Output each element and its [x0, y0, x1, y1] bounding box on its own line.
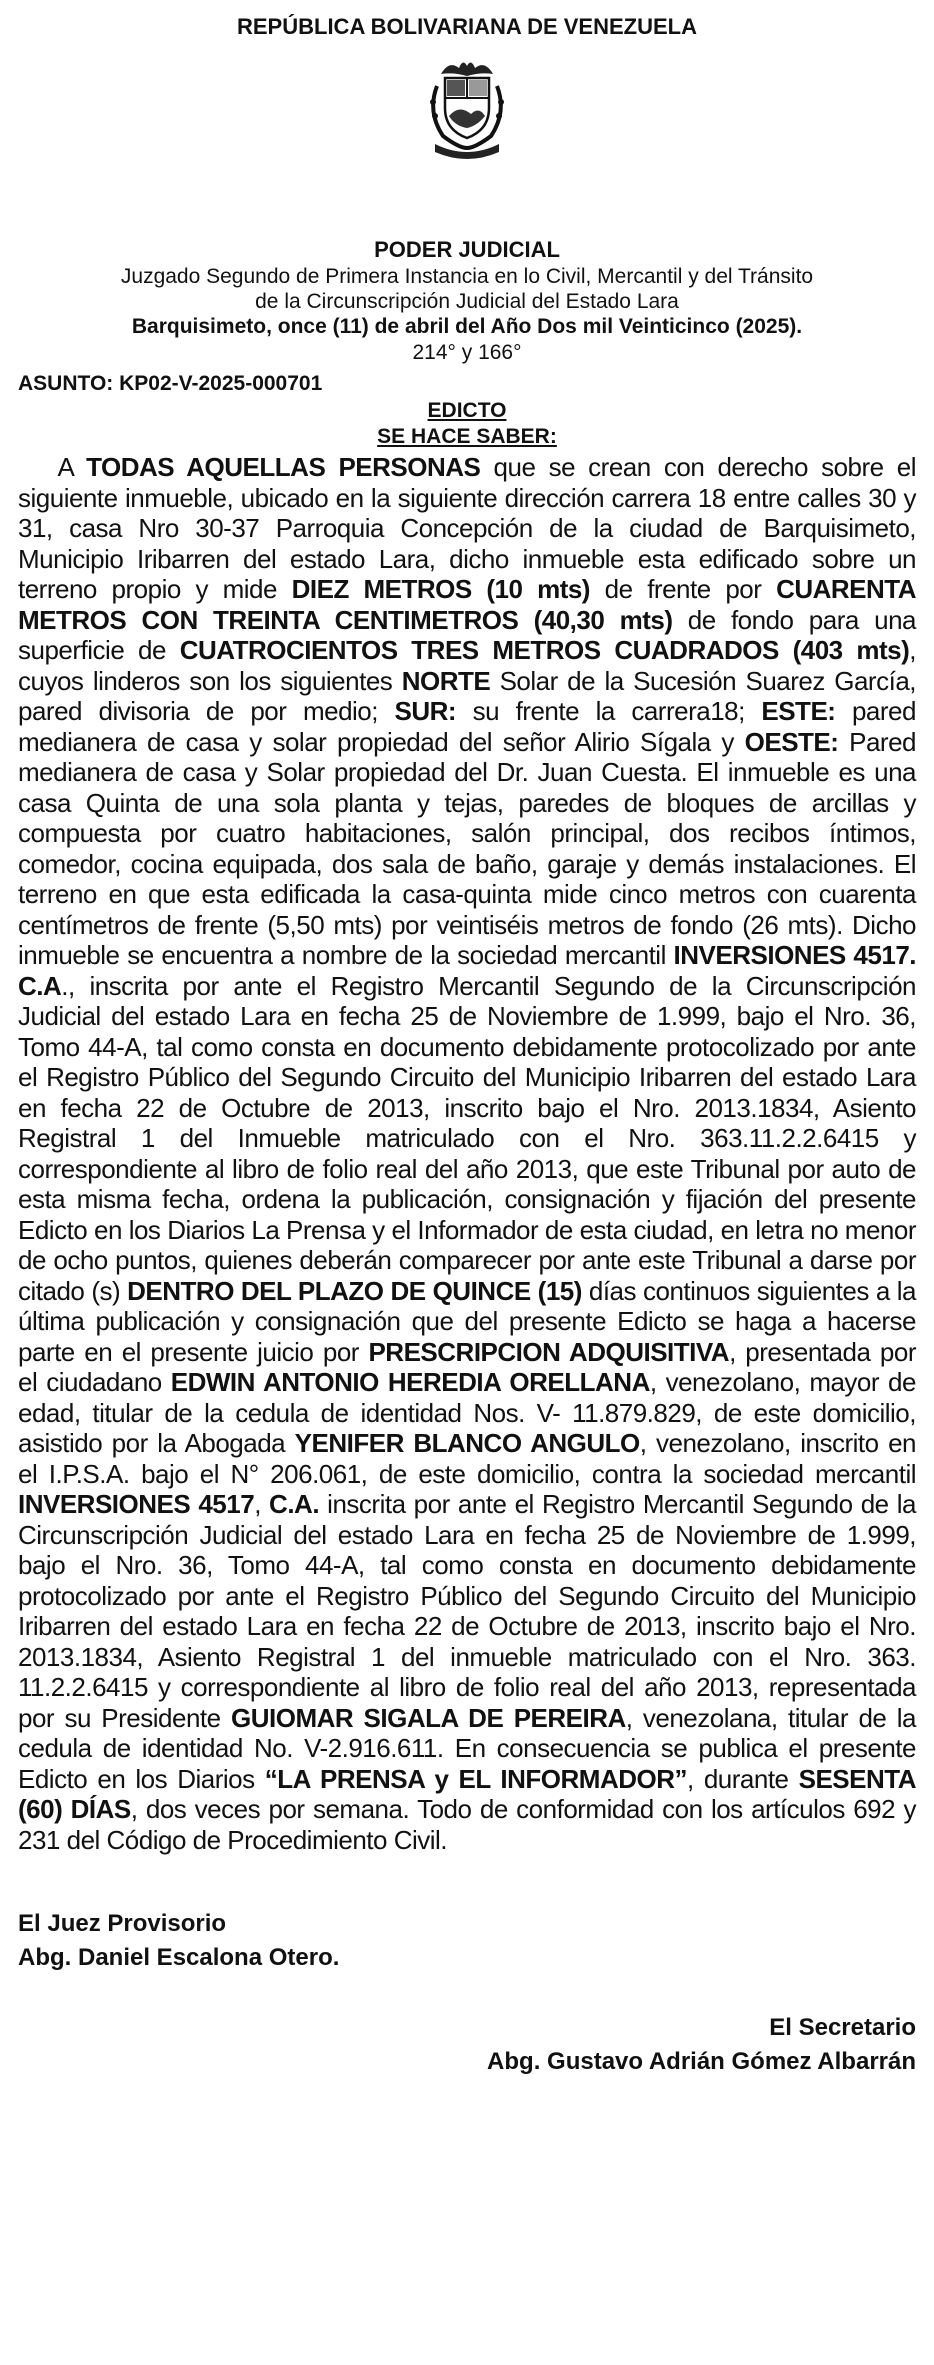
judge-title: El Juez Provisorio [18, 1910, 227, 1937]
body-text: , dos veces por semana. Todo de conformidad con los artículos 692 y 231 del Código de Procedimiento Civil. [18, 1794, 916, 1855]
body-text: , cuyos linderos son los siguientes [18, 635, 916, 696]
body-text: , durante [687, 1763, 799, 1794]
edict-body [18, 452, 916, 1855]
body-bold-text: OESTE: [744, 726, 839, 757]
judicial-power-title: PODER JUDICIAL [374, 237, 560, 262]
body-text: de fondo para una superficie de [18, 604, 916, 665]
judge-name: Abg. Daniel Escalona Otero. [18, 1944, 340, 1971]
body-text: , venezolano, inscrito en el I.P.S.A. bajo el N° 206.061, de este domicilio, contra la sociedad mercantil [18, 1428, 916, 1489]
republic-title: REPÚBLICA BOLIVARIANA DE VENEZUELA [237, 14, 697, 39]
body-bold-text: INVERSIONES 4517. C.A [18, 940, 916, 1001]
secretary-title: El Secretario [769, 2014, 916, 2041]
court-name-line-1: Juzgado Segundo de Primera Instancia en lo Civil, Mercantil y del Tránsito [120, 265, 814, 288]
body-bold-text: EDWIN ANTONIO HEREDIA ORELLANA [170, 1367, 650, 1397]
body-bold-text: SUR: [394, 696, 457, 726]
case-number: ASUNTO: KP02-V-2025-000701 [18, 372, 323, 395]
body-bold-text: DIEZ METROS (10 mts) [291, 574, 590, 604]
body-text: , venezolana, titular de la cedula de identidad No. V-2.916.611. En consecuencia se publica el presente Edicto en los Diarios [18, 1702, 916, 1794]
body-bold-text: “LA PRENSA y EL INFORMADOR” [264, 1763, 687, 1794]
body-text: , [254, 1489, 270, 1519]
body-bold-text: YENIFER BLANCO ANGULO [294, 1428, 640, 1458]
body-bold-text: DENTRO DEL PLAZO DE QUINCE (15) [127, 1275, 582, 1306]
court-name-line-2: de la Circunscripción Judicial del Estado Lara [255, 290, 679, 313]
edict-subtitle: SE HACE SABER: [377, 425, 557, 448]
city-date: Barquisimeto, once (11) de abril del Año Dos mil Veinticinco (2025). [131, 315, 803, 338]
body-text: Solar de la Sucesión Suarez García, pared divisoria de por medio; [18, 665, 916, 726]
body-bold-text: CUATROCIENTOS TRES METROS CUADRADOS (403 mts) [179, 635, 910, 665]
body-text: pared medianera de casa y solar propiedad del señor Alirio Sígala y [18, 696, 916, 757]
judge-signature [18, 1907, 916, 1975]
body-bold-text: GUIOMAR SIGALA DE PEREIRA [231, 1702, 626, 1733]
coat-of-arms-icon [18, 56, 916, 160]
body-text: su frente la carrera18; [456, 696, 762, 726]
years-count: 214° y 166° [412, 341, 522, 364]
secretary-name: Abg. Gustavo Adrián Gómez Albarrán [487, 2048, 916, 2075]
body-bold-text: INVERSIONES 4517 [18, 1489, 255, 1519]
body-text: , presentada por el ciudadano [18, 1336, 916, 1397]
body-text: Pared medianera de casa y Solar propiedad del Dr. Juan Cuesta. El inmueble es una casa Quinta de una sola planta y tejas, paredes de bloques de arcillas y compuesta por cuatro habitaciones, salón principal, dos recibos íntimos, comedor, cocina equipada, dos sala de baño, garaje y demás instalaciones. El terreno en que esta edificada la casa-quinta mide cinco metros con cuarenta centímetros de frente (5,50 mts) por veintiséis metros de fondo (26 mts). Dicho inmueble se encuentra a nombre de la sociedad mercantil [18, 726, 916, 970]
body-bold-text: CUARENTA METROS CON TREINTA CENTIMETROS (40,30 mts) [18, 574, 917, 635]
body-bold-text: ESTE: [761, 696, 836, 726]
body-text: de frente por [589, 574, 777, 604]
body-text: , venezolano, mayor de edad, titular de la cedula de identidad Nos. V- 11.879.829, de este domicilio, asistido por la Abogada [18, 1367, 916, 1458]
body-text: A [57, 452, 87, 482]
secretary-signature [18, 2011, 916, 2079]
edict-title: EDICTO [427, 399, 507, 422]
body-text: que se crean con derecho sobre el siguiente inmueble, ubicado en la siguiente dirección carrera 18 entre calles 30 y 31, casa Nro 30-37 Parroquia Concepción de la ciudad de Barquisimeto, Municipio Iribarren del estado Lara, dicho inmueble esta edificado sobre un terreno propio y mide [18, 452, 917, 604]
body-bold-text: SESENTA (60) DÍAS [18, 1763, 916, 1824]
body-bold-text: TODAS AQUELLAS PERSONAS [86, 452, 481, 482]
body-bold-text: NORTE [401, 665, 491, 696]
body-bold-text: C.A. [269, 1489, 320, 1519]
body-text: ., inscrita por ante el Registro Mercantil Segundo de la Circunscripción Judicial del estado Lara en fecha 25 de Noviembre de 1.999, bajo el Nro. 36, Tomo 44-A, tal como consta en documento debidamente protocolizado por ante el Registro Público del Segundo Circuito del Municipio Iribarren del estado Lara en fecha 22 de Octubre de 2013, inscrito bajo el Nro. 2013.1834, Asiento Registral 1 del Inmueble matriculado con el Nro. 363.11.2.2.6415 y correspondiente al libro de folio real del año 2013, que este Tribunal por auto de esta misma fecha, ordena la publicación, consignación y fijación del presente Edicto en los Diarios La Prensa y el Informador de esta ciudad, en letra no menor de ocho puntos, quienes deberán comparecer por ante este Tribunal a darse por citado (s) [18, 970, 916, 1306]
body-bold-text: PRESCRIPCION ADQUISITIVA [368, 1336, 730, 1367]
body-text: días continuos siguientes a la última publicación y consignación que del presente Edicto se haga a hacerse parte en el presente juicio por [18, 1275, 916, 1367]
body-text: inscrita por ante el Registro Mercantil Segundo de la Circunscripción Judicial del estado Lara en fecha 25 de Noviembre de 1.999, bajo el Nro. 36, Tomo 44-A, tal como consta en documento debidamente protocolizado por ante el Registro Público del Segundo Circuito del Municipio Iribarren del estado Lara en fecha 22 de Octubre de 2013, inscrito bajo el Nro. 2013.1834, Asiento Registral 1 del inmueble matriculado con el Nro. 363. 11.2.2.6415 y correspondiente al libro de folio real del año 2013, representada por su Presidente [18, 1489, 916, 1733]
